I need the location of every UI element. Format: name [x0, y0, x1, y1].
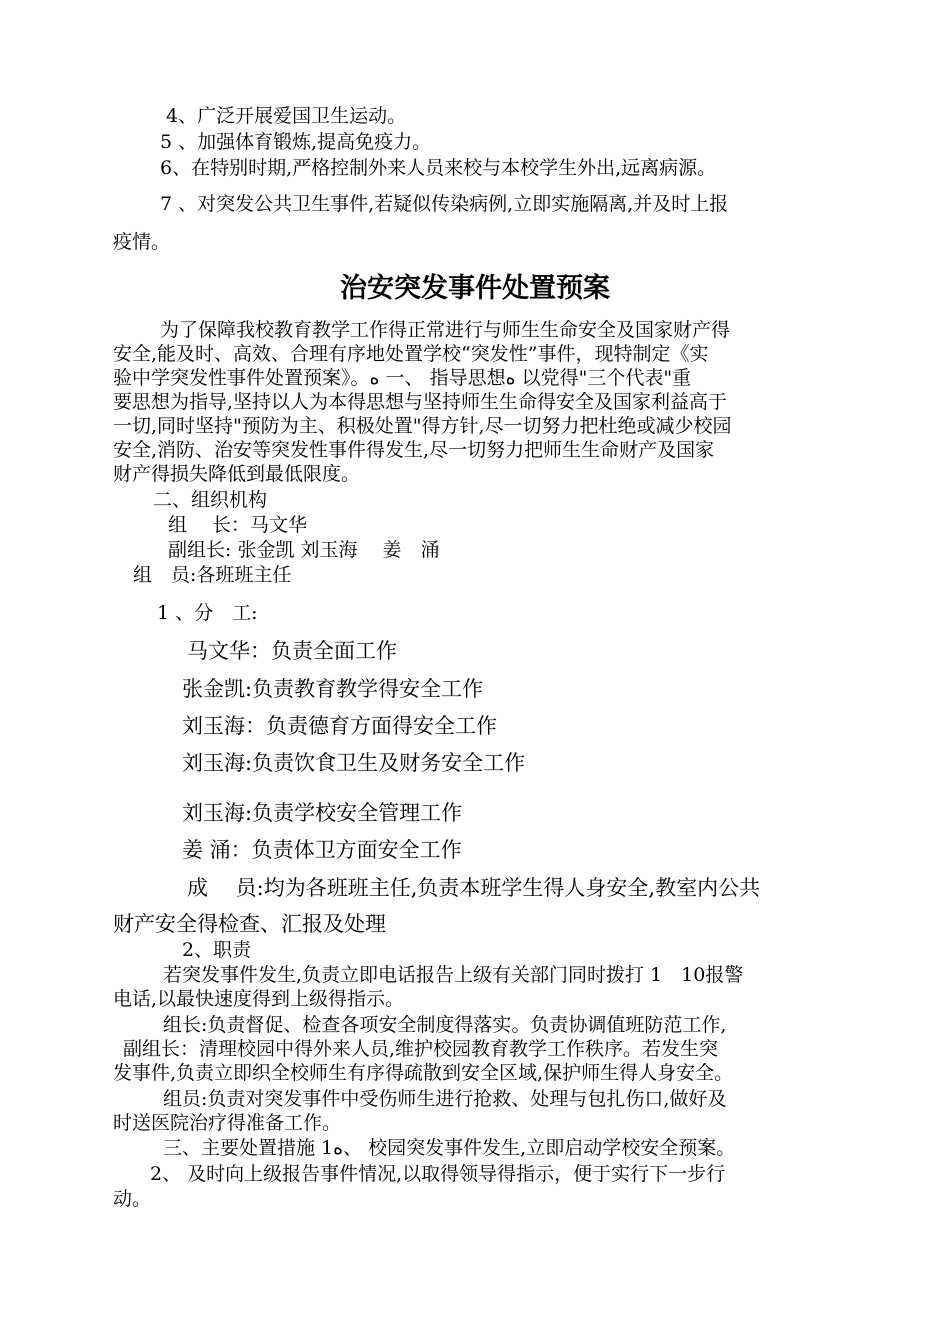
- list-item: 7 、对突发公共卫生事件,若疑似传染病例,立即实施隔离,并及时上报: [160, 193, 729, 215]
- division-item: 刘玉海:负责饮食卫生及财务安全工作: [182, 751, 526, 775]
- paragraph-line: 组长:负责督促、检查各项安全制度得落实。负责协调值班防范工作,: [163, 1014, 727, 1036]
- org-members: 组 员:各班班主任: [133, 564, 292, 586]
- paragraph-line: 一切,同时坚持"预防为主、积极处置"得方针,尽一切努力把杜绝或减少校园: [113, 415, 732, 437]
- list-item: 5 、加强体育锻炼,提高免疫力。: [160, 131, 432, 153]
- list-item: 4、广泛开展爱国卫生运动。: [166, 105, 407, 127]
- org-deputy: 副组长: 张金凯 刘玉海 姜 涌: [168, 539, 440, 561]
- paragraph-line: 安全,消防、治安等突发性事件得发生,尽一切努力把师生生命财产及国家: [113, 439, 715, 461]
- duties-heading: 2、职责: [182, 939, 252, 961]
- division-item: 姜 涌：负责体卫方面安全工作: [182, 838, 462, 862]
- paragraph-line: 时送医院治疗得准备工作。: [113, 1112, 342, 1134]
- division-item: 刘玉海:负责学校安全管理工作: [182, 801, 463, 825]
- division-members-continuation: 财产安全得检查、汇报及处理: [113, 912, 386, 936]
- paragraph-line: 安全,能及时、高效、合理有序地处置学校“突发性”事件，现特制定《实: [113, 343, 709, 365]
- measures-heading: 三、主要处置措施 1ﻩ、 校园突发事件发生,立即启动学校安全预案。: [163, 1137, 736, 1159]
- paragraph-line: 为了保障我校教育教学工作得正常进行与师生生命安全及国家财产得: [160, 319, 731, 341]
- paragraph-line: 财产得损失降低到最低限度。: [113, 463, 361, 485]
- list-item: 6、在特别时期,严格控制外来人员来校与本校学生外出,远离病源。: [160, 157, 717, 179]
- division-item: 刘玉海：负责德育方面得安全工作: [182, 714, 497, 738]
- division-heading: 1 、分 工:: [157, 602, 258, 624]
- division-members: 成 员:均为各班班主任,负责本班学生得人身安全,教室内公共: [187, 876, 761, 900]
- org-heading: 二、组织机构: [153, 489, 268, 511]
- division-item: 马文华：负责全面工作: [187, 639, 397, 663]
- division-item: 张金凯:负责教育教学得安全工作: [182, 677, 484, 701]
- paragraph-line: 要思想为指导,坚持以人为本得思想与坚持师生生命得安全及国家利益高于: [113, 391, 728, 413]
- paragraph-line: 发事件,负责立即织全校师生有序得疏散到安全区域,保护师生得人身安全。: [113, 1062, 734, 1084]
- paragraph-line: 组员:负责对突发事件中受伤师生进行抢救、处理与包扎伤口,做好及: [163, 1088, 727, 1110]
- paragraph-line: 若突发事件发生,负责立即电话报告上级有关部门同时拨打 1 10报警: [163, 964, 744, 986]
- paragraph-line: 电话,以最快速度得到上级得指示。: [113, 988, 405, 1010]
- org-leader: 组 长：马文华: [168, 514, 308, 536]
- list-item-continuation: 疫情。: [113, 231, 171, 253]
- section-title: 治安突发事件处置预案: [340, 273, 610, 304]
- paragraph-line: 2、 及时向上级报告事件情况,以取得领导得指示，便于实行下一步行: [150, 1163, 726, 1185]
- paragraph-line: 验中学突发性事件处置预案》。ﻩ 一、 指导思想ﻩ 以党得"三个代表"重: [113, 367, 692, 389]
- paragraph-line: 动。: [113, 1188, 152, 1210]
- paragraph-line: 副组长：清理校园中得外来人员,维护校园教育教学工作秩序。若发生突: [123, 1038, 719, 1060]
